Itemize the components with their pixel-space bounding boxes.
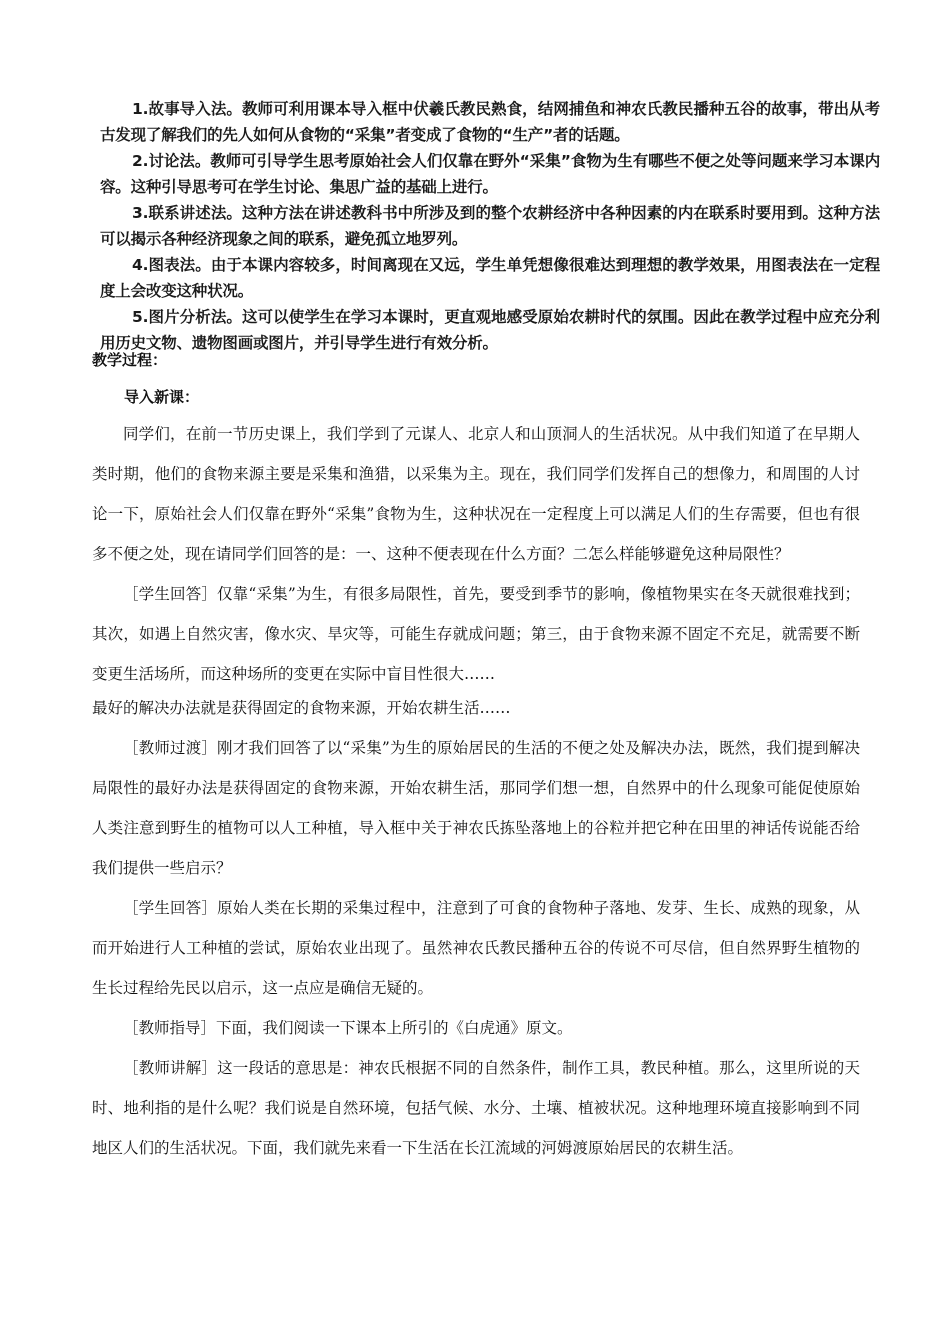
method-picture-analysis: 5.图片分析法。这可以使学生在学习本课时，更直观地感受原始农耕时代的氛围。因此在教学过程中应充分利用历史文物、遗物图画或图片，并引导学生进行有效分析。: [100, 308, 880, 352]
method-connection-narration: 3.联系讲述法。这种方法在讲述教科书中所涉及到的整个农耕经济中各种因素的内在联系时要用到。这种方法可以揭示各种经济现象之间的联系，避免孤立地罗列。: [100, 204, 880, 248]
method-chart: 4.图表法。由于本课内容较多，时间离现在又远，学生单凭想像很难达到理想的教学效果，用图表法在一定程度上会改变这种状况。: [100, 256, 880, 300]
teacher-transition-paragraph: ［教师过渡］刚才我们回答了以“采集”为生的原始居民的生活的不便之处及解决办法，既然，我们提到解决局限性的最好办法是获得固定的食物来源，开始农耕生活，那同学们想一想，自然界中的什么现象可能促使原始人类注意到野生的植物可以人工种植，导入框中关于神农氏拣坠落地上的谷粒并把它种在田里的神话传说能否给我们提供一些启示？: [92, 739, 860, 877]
intro-paragraph: 同学们，在前一节历史课上，我们学到了元谋人、北京人和山顶洞人的生活状况。从中我们知道了在早期人类时期，他们的食物来源主要是采集和渔猎，以采集为主。现在，我们同学们发挥自己的想像力，和周围的人讨论一下，原始社会人们仅靠在野外“采集”食物为生，这种状况在一定程度上可以满足人们的生存需要，但也有很多不便之处，现在请同学们回答的是：一、这种不便表现在什么方面？二怎么样能够避免这种局限性？: [92, 425, 860, 563]
student-answer-paragraph: ［学生回答］仅靠“采集”为生，有很多局限性，首先，要受到季节的影响，像植物果实在冬天就很难找到；其次，如遇上自然灾害，像水灾、旱灾等，可能生存就成问题；第三，由于食物来源不固定不充足，就需要不断变更生活场所，而这种场所的变更在实际中盲目性很大……: [92, 585, 860, 683]
lesson-intro-heading: 导入新课：: [124, 388, 200, 406]
teaching-methods-list: [100, 96, 880, 356]
teacher-guidance-paragraph: ［教师指导］下面，我们阅读一下课本上所引的《白虎通》原文。: [123, 1019, 573, 1037]
method-story-intro: 1.故事导入法。教师可利用课本导入框中伏羲氏教民熟食，结网捕鱼和神农氏教民播种五谷的故事，带出从考古发现了解我们的先人如何从食物的“采集”者变成了食物的“生产”者的话题。: [100, 100, 880, 144]
lesson-body: [92, 414, 860, 1168]
solution-line: 最好的解决办法就是获得固定的食物来源，开始农耕生活……: [92, 699, 511, 717]
method-discussion: 2.讨论法。教师可引导学生思考原始社会人们仅靠在野外“采集”食物为生有哪些不便之处等问题来学习本课内容。这种引导思考可在学生讨论、集思广益的基础上进行。: [100, 152, 880, 196]
teaching-process-heading: 教学过程：: [92, 351, 168, 369]
student-answer-paragraph-2: ［学生回答］原始人类在长期的采集过程中，注意到了可食的食物种子落地、发芽、生长、成熟的现象，从而开始进行人工种植的尝试，原始农业出现了。虽然神农氏教民播种五谷的传说不可尽信，但自然界野生植物的生长过程给先民以启示，这一点应是确信无疑的。: [92, 899, 860, 997]
teacher-explanation-paragraph: ［教师讲解］这一段话的意思是：神农氏根据不同的自然条件，制作工具，教民种植。那么，这里所说的天时、地利指的是什么呢？我们说是自然环境，包括气候、水分、土壤、植被状况。这种地理环境直接影响到不同地区人们的生活状况。下面，我们就先来看一下生活在长江流域的河姆渡原始居民的农耕生活。: [92, 1059, 860, 1157]
